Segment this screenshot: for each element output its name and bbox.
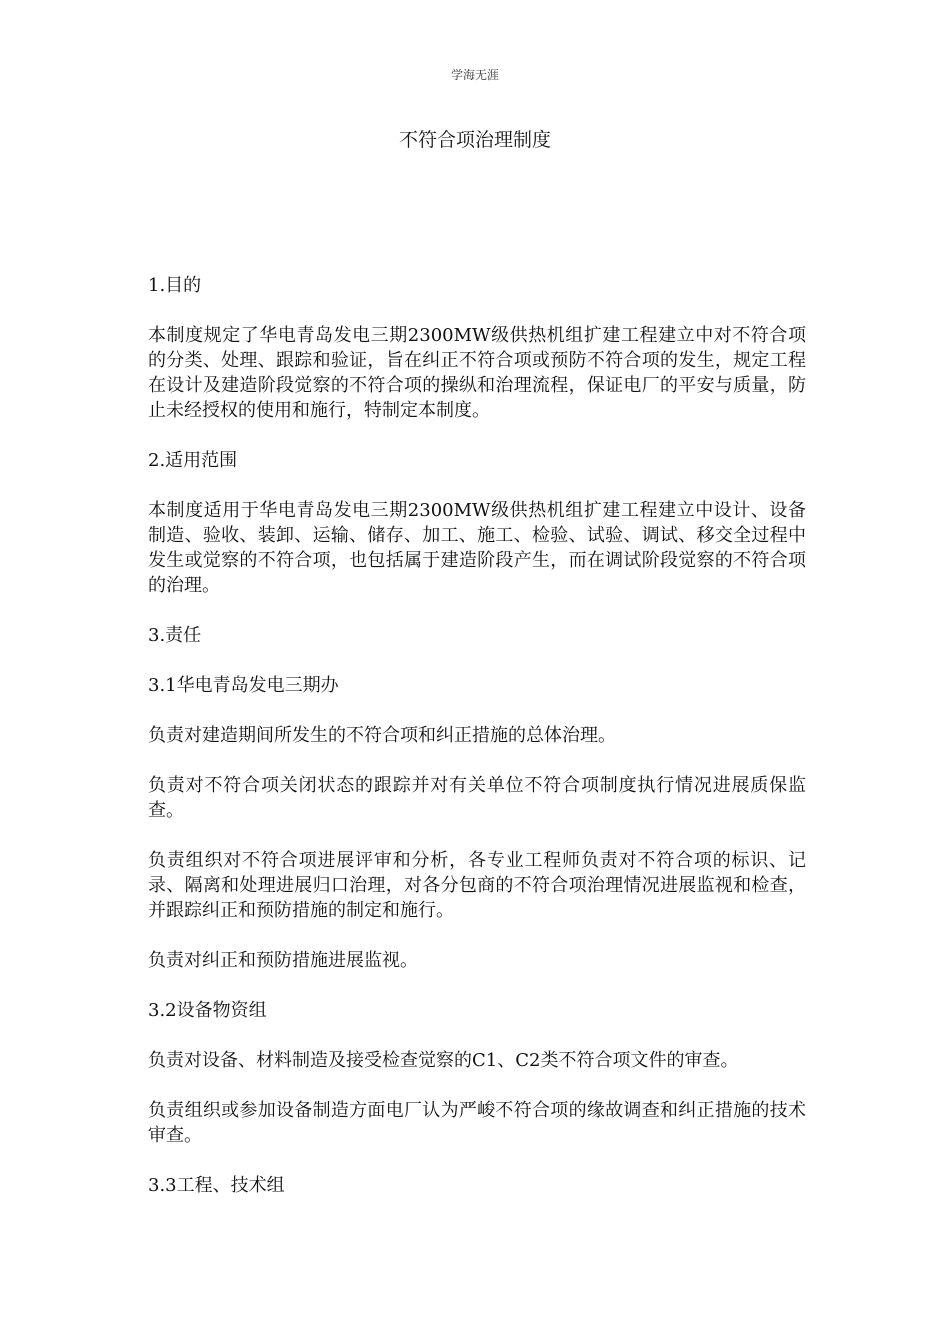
paragraph-scope: 本制度适用于华电青岛发电三期2300MW级供热机组扩建工程建立中设计、设备制造、验收、装卸、运输、储存、加工、施工、检验、试验、调试、移交全过程中发生或觉察的不符合项，也包括属于建造阶段产生，而在调试阶段觉察的不符合项的治理。 — [148, 500, 806, 596]
subsection-heading-3-2: 3.2设备物资组 — [148, 1000, 267, 1021]
paragraph-purpose: 本制度规定了华电青岛发电三期2300MW级供热机组扩建工程建立中对不符合项的分类、处理、跟踪和验证，旨在纠正不符合项或预防不符合项的发生，规定工程在设计及建造阶段觉察的不符合项的操纵和治理流程，保证电厂的平安与质量，防止未经授权的使用和施行，特制定本制度。 — [148, 325, 806, 421]
section-heading-scope: 2.适用范围 — [148, 450, 238, 471]
paragraph-3-1-b: 负责对不符合项关闭状态的跟踪并对有关单位不符合项制度执行情况进展质保监查。 — [148, 775, 806, 821]
paragraph-3-1-c: 负责组织对不符合项进展评审和分析，各专业工程师负责对不符合项的标识、记录、隔离和处理进展归口治理，对各分包商的不符合项治理情况进展监视和检查，并跟踪纠正和预防措施的制定和施行。 — [148, 850, 806, 921]
subsection-heading-3-1: 3.1华电青岛发电三期办 — [148, 675, 339, 696]
paragraph-3-1-d: 负责对纠正和预防措施进展监视。 — [148, 950, 418, 971]
document-title: 不符合项治理制度 — [398, 129, 551, 151]
section-heading-purpose: 1.目的 — [148, 275, 202, 296]
subsection-heading-3-3: 3.3工程、技术组 — [148, 1175, 285, 1196]
paragraph-3-1-a: 负责对建造期间所发生的不符合项和纠正措施的总体治理。 — [148, 725, 616, 746]
document-body — [148, 273, 806, 1223]
header-watermark: 学海无涯 — [450, 68, 499, 82]
paragraph-3-2-b: 负责组织或参加设备制造方面电厂认为严峻不符合项的缘故调查和纠正措施的技术审查。 — [148, 1100, 806, 1146]
section-heading-responsibility: 3.责任 — [148, 625, 202, 646]
paragraph-3-2-a: 负责对设备、材料制造及接受检查觉察的C1、C2类不符合项文件的审查。 — [148, 1050, 739, 1071]
